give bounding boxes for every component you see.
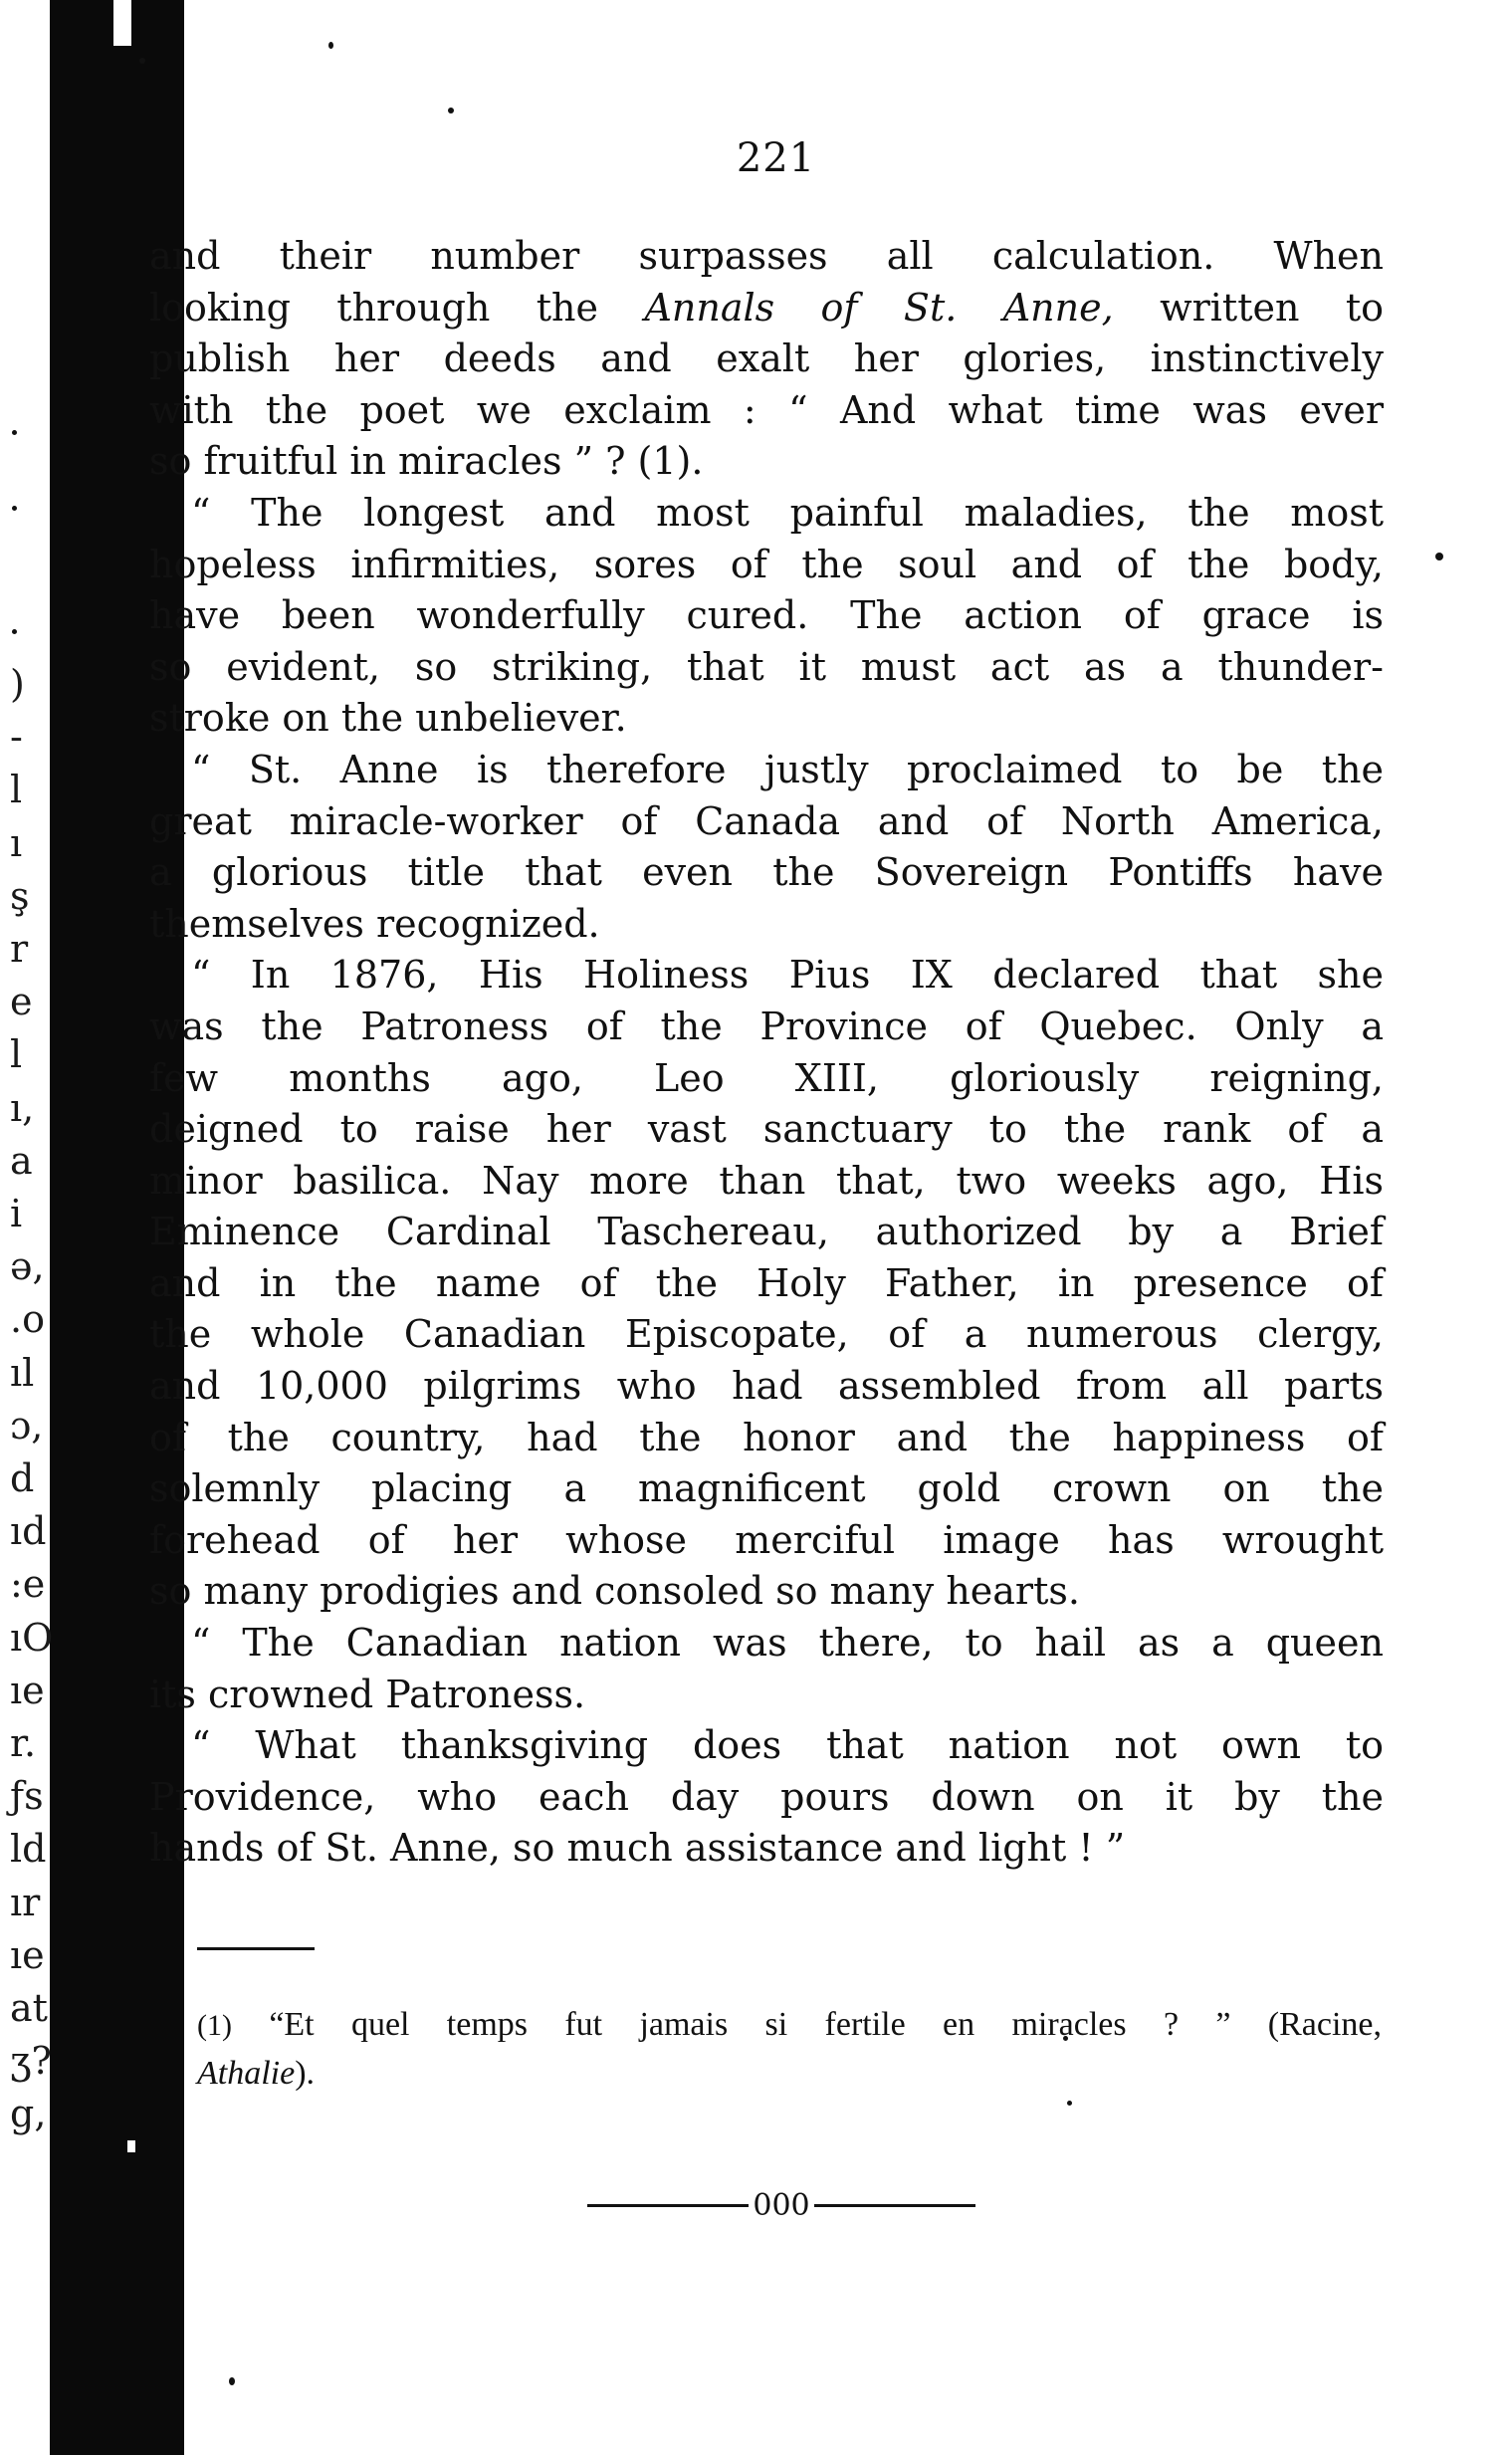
text-line: “ St. Anne is therefore justly proclaimed to be the (191, 747, 1384, 791)
margin-fragment: ɔ, (10, 1403, 44, 1448)
separator-dash-right (814, 2204, 975, 2207)
text-line: and 10,000 pilgrims who had assembled from all parts (149, 1364, 1384, 1409)
margin-fragment: :e (10, 1562, 46, 1607)
ink-speck (328, 42, 333, 49)
paragraph (149, 488, 1384, 745)
ink-speck (1067, 2101, 1072, 2106)
footnote-work-title: Athalie (197, 2055, 296, 2092)
separator-dash-left (587, 2204, 749, 2207)
margin-fragment: ı (10, 820, 23, 865)
margin-fragment: ʒ? (10, 2039, 52, 2084)
footnote-line-2 (197, 2050, 1382, 2098)
text-line: so fruitful in miracles ” ? (1). (149, 439, 704, 484)
text-line: hopeless infirmities, sores of the soul and of the body, (149, 542, 1384, 586)
paragraph (149, 950, 1384, 1618)
text-line: and their number surpasses all calculation. When (149, 234, 1384, 278)
margin-fragment: e (10, 980, 33, 1024)
text-line: Eminence Cardinal Taschereau, authorized by a Brief (149, 1210, 1384, 1254)
text-line: the whole Canadian Episcopate, of a numerous clergy, (149, 1312, 1384, 1357)
section-separator (587, 2185, 975, 2225)
footnote-tail: ). (295, 2055, 316, 2092)
paragraph (149, 1720, 1384, 1875)
ink-speck (12, 629, 17, 634)
ink-speck (448, 108, 454, 113)
text-line: with the poet we exclaim : “ And what time was ever (149, 387, 1384, 432)
margin-fragment: l (10, 1032, 23, 1077)
text-line: so many prodigies and consoled so many hearts. (149, 1569, 1080, 1614)
margin-fragment: ə, (10, 1244, 45, 1289)
text-line: “ In 1876, His Holiness Pius IX declared that she (191, 953, 1384, 998)
margin-fragment: - (10, 715, 23, 760)
text-line: a glorious title that even the Sovereign Pontiffs have (149, 850, 1384, 895)
ink-speck (139, 58, 145, 64)
margin-fragment: a (10, 1138, 33, 1183)
text-line: deigned to raise her vast sanctuary to the rank of a (149, 1107, 1384, 1152)
text-line: stroke on the unbeliever. (149, 696, 627, 741)
margin-fragment: ) (10, 662, 25, 706)
margin-fragment: l (10, 768, 23, 812)
ink-speck (12, 430, 17, 435)
footnote-marker: (1) (197, 2009, 232, 2042)
text-line: was the Patroness of the Province of Quebec. Only a (149, 1004, 1384, 1048)
footnote-line-1 (197, 2001, 1382, 2050)
paragraph (149, 745, 1384, 950)
ink-speck (12, 506, 17, 511)
gutter-notch (113, 0, 131, 46)
text-line: its crowned Patroness. (149, 1672, 586, 1716)
text-line: and in the name of the Holy Father, in presence of (149, 1260, 1384, 1305)
margin-fragment: ıe (10, 1932, 45, 1977)
text-line: so evident, so striking, that it must act as a thunder- (149, 644, 1384, 689)
text-line: looking through the Annals of St. Anne, written to (149, 285, 1385, 330)
margin-fragment: ş (10, 873, 30, 918)
text-line: themselves recognized. (149, 901, 600, 946)
margin-fragment: ıl (10, 1350, 35, 1395)
separator-mark: 000 (753, 2187, 810, 2223)
text-line: have been wonderfully cured. The action of grace is (149, 593, 1384, 638)
margin-fragment: r (10, 927, 29, 971)
body-text (149, 231, 1384, 1875)
margin-fragment: ır (10, 1880, 41, 1924)
italic-title: Annals of St. Anne, (644, 285, 1114, 330)
margin-fragment: ld (10, 1827, 47, 1872)
text-line: Providence, who each day pours down on it by the (149, 1774, 1384, 1819)
text-line: publish her deeds and exalt her glories, instinctively (149, 336, 1384, 381)
margin-fragment: ıd (10, 1509, 47, 1554)
margin-fragment: ı, (10, 1085, 35, 1130)
footnote-text: “Et quel temps fut jamais si fertile en miracles ? ” (Racine, (269, 2006, 1382, 2043)
margin-fragment: ıO (10, 1615, 54, 1660)
page-number: 221 (736, 135, 816, 181)
text-line: hands of St. Anne, so much assistance and light ! ” (149, 1826, 1126, 1871)
gutter-notch (127, 2140, 135, 2152)
margin-fragment: r. (10, 1721, 37, 1765)
paragraph (149, 1618, 1384, 1720)
text-line: few months ago, Leo XIII, gloriously reigning, (149, 1055, 1384, 1100)
text-line: minor basilica. Nay more than that, two weeks ago, His (149, 1158, 1384, 1203)
footnote (197, 2001, 1382, 2098)
footnote-rule (197, 1947, 315, 1950)
margin-fragment: i (10, 1192, 23, 1235)
margin-fragment: ƒs (10, 1774, 44, 1819)
margin-fragment: ıe (10, 1668, 45, 1712)
margin-fragment: at (10, 1986, 48, 2030)
ink-speck (1435, 553, 1443, 560)
margin-fragment: g, (10, 2092, 47, 2136)
text-line: of the country, had the honor and the happiness of (149, 1415, 1384, 1459)
adjacent-page-fragments (0, 0, 70, 2455)
ink-speck (229, 2377, 235, 2385)
text-line: “ The longest and most painful maladies, the most (191, 490, 1384, 535)
text-line: great miracle-worker of Canada and of North America, (149, 798, 1384, 843)
margin-fragment: .o (10, 1297, 45, 1342)
margin-fragment: d (10, 1456, 35, 1500)
text-line: “ What thanksgiving does that nation not own to (191, 1723, 1384, 1768)
text-line: forehead of her whose merciful image has wrought (149, 1517, 1384, 1562)
text-line: “ The Canadian nation was there, to hail as a queen (191, 1621, 1384, 1666)
text-line: solemnly placing a magnificent gold crown on the (149, 1466, 1384, 1511)
paragraph (149, 231, 1384, 488)
